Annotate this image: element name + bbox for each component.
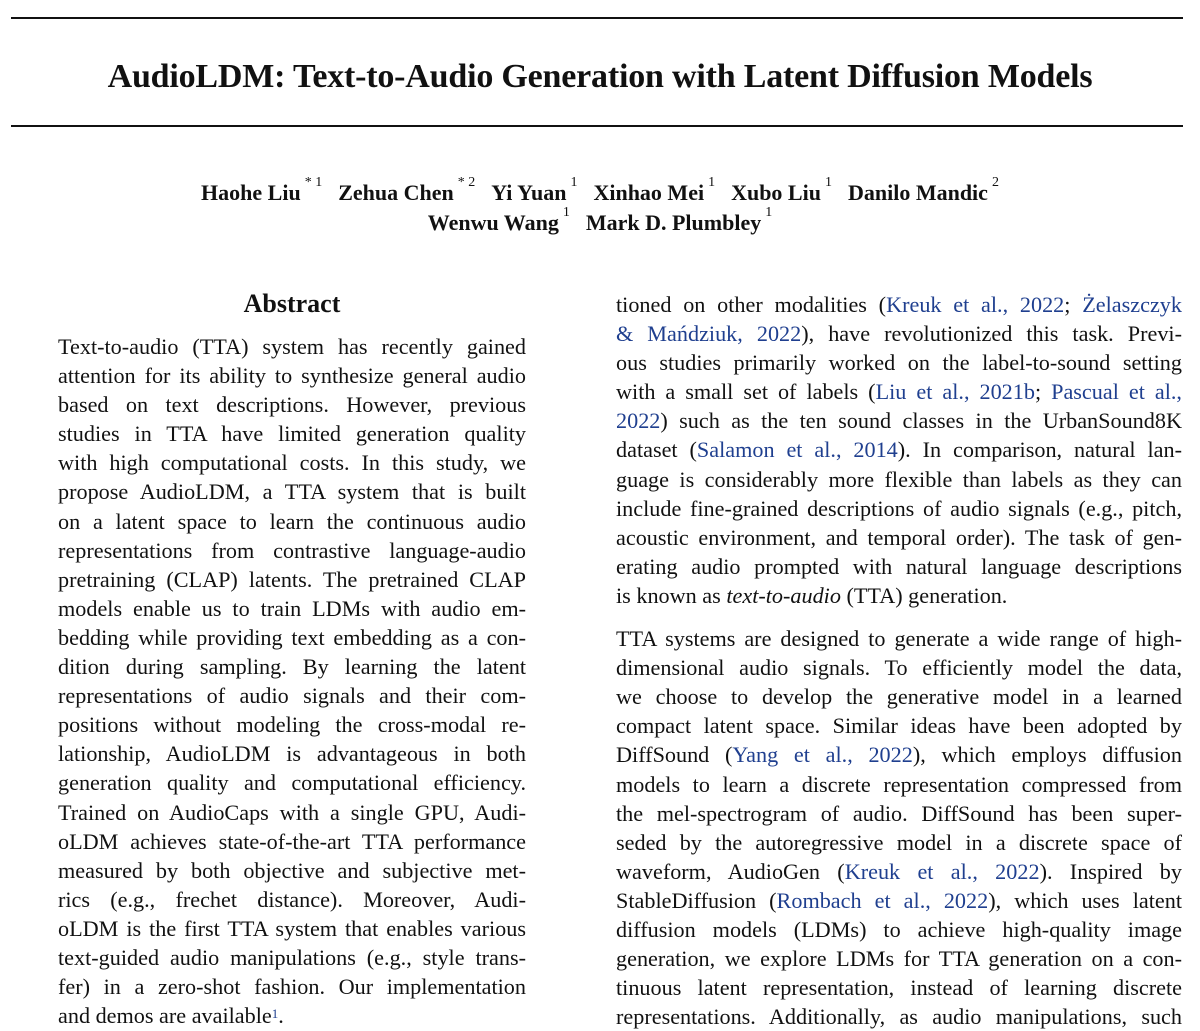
text-line: the mel-spectrogram of audio. DiffSound has been super- bbox=[616, 800, 1182, 826]
abstract-line: Trained on AudioCaps with a single GPU, Audi- bbox=[58, 799, 526, 825]
text-line bbox=[616, 319, 1182, 348]
text-run: with a small set of labels ( bbox=[616, 379, 876, 405]
intro-column bbox=[616, 290, 1182, 1031]
text-line: ous studies primarily worked on the label-to-sound setting bbox=[616, 350, 1182, 376]
title-rule-top bbox=[11, 17, 1183, 19]
text-line: guage is considerably more flexible than labels as they can bbox=[616, 466, 1182, 492]
text-line: acoustic environment, and temporal order). The task of gen- bbox=[616, 524, 1182, 550]
abstract-lines bbox=[58, 332, 526, 1001]
text-line: diffusion models (LDMs) to achieve high-quality image bbox=[616, 916, 1182, 942]
author-name-text: Haohe Liu bbox=[201, 180, 301, 205]
author-name-text: Danilo Mandic bbox=[847, 180, 988, 205]
author-name bbox=[585, 205, 773, 235]
text-run: ; bbox=[1034, 379, 1052, 405]
abstract-line: models enable us to train LDMs with audio em- bbox=[58, 595, 526, 621]
abstract-line: oLDM is the first TTA system that enables various bbox=[58, 915, 526, 941]
text-line: representations. Additionally, as audio manipulations, such bbox=[616, 1004, 1182, 1030]
text-run: dataset ( bbox=[616, 437, 697, 463]
author-name bbox=[427, 205, 570, 235]
abstract-line: on a latent space to learn the continuous audio bbox=[58, 508, 526, 534]
text-line: models to learn a discrete representation compressed from bbox=[616, 771, 1182, 797]
citation-link[interactable]: Salamon et al., 2014 bbox=[696, 437, 898, 463]
text-run: ) such as the ten sound classes in the UrbanSound8K bbox=[660, 408, 1182, 434]
abstract-line: measured by both objective and subjective met- bbox=[58, 857, 526, 883]
author-name-text: Xubo Liu bbox=[731, 180, 821, 205]
abstract-last-line-text: and demos are available bbox=[58, 1003, 272, 1029]
footnote-link[interactable]: 1 bbox=[271, 1006, 279, 1022]
text-run: ; bbox=[1064, 292, 1083, 317]
abstract-body bbox=[58, 332, 526, 1030]
abstract-line: generation quality and computational efficiency. bbox=[58, 770, 526, 796]
author-name-text: Zehua Chen bbox=[338, 180, 454, 205]
author-name-text: Xinhao Mei bbox=[593, 180, 705, 205]
author-name bbox=[731, 175, 832, 205]
citation-link[interactable]: & Mańdziuk, 2022 bbox=[616, 321, 802, 347]
abstract-line: Text-to-audio (TTA) system has recently gained bbox=[58, 334, 526, 359]
citation-link[interactable]: 2022 bbox=[616, 408, 661, 434]
abstract-line: attention for its ability to synthesize general audio bbox=[58, 363, 526, 389]
abstract-line: rics (e.g., frechet distance). Moreover, Audi- bbox=[58, 886, 526, 912]
text-run: (TTA) generation. bbox=[840, 582, 1008, 608]
author-affiliation-mark: 1 bbox=[824, 175, 832, 190]
text-line: compact latent space. Similar ideas have been adopted by bbox=[616, 713, 1182, 739]
citation-link[interactable]: Rombach et al., 2022 bbox=[776, 887, 989, 913]
text-line: dimensional audio signals. To efficiently model the data, bbox=[616, 655, 1182, 681]
text-run: ), which uses latent bbox=[988, 887, 1183, 913]
citation-link[interactable]: Kreuk et al., 2022 bbox=[844, 858, 1040, 884]
abstract-line: text-guided audio manipulations (e.g., style trans- bbox=[58, 944, 526, 970]
text-line bbox=[616, 435, 1182, 464]
abstract-line: fer) in a zero-shot fashion. Our implementation bbox=[58, 974, 526, 1000]
author-affiliation-mark: * 1 bbox=[304, 175, 323, 190]
author-name bbox=[491, 175, 578, 205]
author-list-line-2 bbox=[0, 205, 1200, 238]
author-affiliation-mark: * 2 bbox=[457, 175, 476, 190]
text-line bbox=[616, 886, 1182, 915]
text-line bbox=[616, 290, 1182, 319]
text-run: waveform, AudioGen ( bbox=[616, 858, 845, 884]
emphasis-term: text-to-audio bbox=[726, 582, 841, 608]
text-run: ). Inspired by bbox=[1039, 858, 1182, 884]
text-run: is known as bbox=[616, 582, 727, 608]
text-run: tioned on other modalities ( bbox=[616, 292, 887, 317]
author-name bbox=[338, 175, 476, 205]
text-line: seded by the autoregressive model in a discrete space of bbox=[616, 829, 1182, 855]
text-line: TTA systems are designed to generate a wide range of high- bbox=[616, 626, 1182, 652]
intro-paragraph-2 bbox=[616, 624, 1182, 1031]
intro-paragraph-1 bbox=[616, 290, 1182, 610]
author-affiliation-mark: 1 bbox=[562, 205, 570, 220]
text-line: generation, we explore LDMs for TTA generation on a con- bbox=[616, 946, 1182, 972]
author-affiliation-mark: 1 bbox=[765, 205, 773, 220]
text-run: StableDiffusion ( bbox=[616, 887, 777, 913]
abstract-line: propose AudioLDM, a TTA system that is built bbox=[58, 479, 526, 505]
author-affiliation-mark: 1 bbox=[708, 175, 716, 190]
paragraph-gap bbox=[616, 610, 1182, 624]
abstract-line: lationship, AudioLDM is advantageous in both bbox=[58, 741, 526, 767]
text-run: ), have revolutionized this task. Previ- bbox=[801, 321, 1182, 347]
text-line bbox=[616, 740, 1182, 769]
author-list-line-1 bbox=[0, 175, 1200, 208]
citation-link[interactable]: Yang et al., 2022 bbox=[732, 742, 913, 768]
author-name bbox=[593, 175, 716, 205]
author-affiliation-mark: 2 bbox=[991, 175, 999, 190]
text-line bbox=[616, 857, 1182, 886]
text-run: ), which employs diffusion bbox=[912, 742, 1182, 768]
text-line bbox=[616, 581, 1182, 610]
abstract-line: with high computational costs. In this study, we bbox=[58, 450, 526, 476]
author-name-text: Mark D. Plumbley bbox=[585, 210, 762, 235]
author-name bbox=[847, 175, 999, 205]
abstract-line: studies in TTA have limited generation quality bbox=[58, 421, 526, 447]
abstract-heading: Abstract bbox=[243, 289, 341, 318]
text-run: DiffSound ( bbox=[616, 742, 733, 768]
text-line: erating audio prompted with natural language descriptions bbox=[616, 553, 1182, 579]
text-line: include fine-grained descriptions of audio signals (e.g., pitch, bbox=[616, 495, 1182, 521]
title-rule-bottom bbox=[11, 125, 1183, 127]
abstract-line: positions without modeling the cross-modal re- bbox=[58, 712, 526, 738]
abstract-line: representations of audio signals and their com- bbox=[58, 683, 526, 709]
paper-title: AudioLDM: Text-to-Audio Generation with Latent Diffusion Models bbox=[107, 58, 1093, 95]
abstract-line: based on text descriptions. However, previous bbox=[58, 392, 526, 418]
abstract-line: representations from contrastive language-audio bbox=[58, 537, 526, 563]
abstract-line: oLDM achieves state-of-the-art TTA performance bbox=[58, 828, 526, 854]
author-name-text: Wenwu Wang bbox=[427, 210, 559, 235]
text-line: we choose to develop the generative model in a learned bbox=[616, 684, 1182, 710]
abstract-line: bedding while providing text embedding as a con- bbox=[58, 624, 526, 650]
author-affiliation-mark: 1 bbox=[570, 175, 578, 190]
citation-link[interactable]: Liu et al., 2021b bbox=[875, 379, 1035, 405]
text-run: ). In comparison, natural lan- bbox=[897, 437, 1182, 463]
text-line: tinuous latent representation, instead of learning discrete bbox=[616, 975, 1182, 1001]
author-name bbox=[201, 175, 323, 205]
abstract-line: pretraining (CLAP) latents. The pretrained CLAP bbox=[58, 566, 526, 592]
abstract-line: dition during sampling. By learning the latent bbox=[58, 654, 526, 680]
citation-link[interactable]: Żelaszczyk bbox=[1082, 292, 1182, 317]
author-name-text: Yi Yuan bbox=[491, 180, 567, 205]
abstract-last-line bbox=[58, 1001, 526, 1030]
text-line bbox=[616, 377, 1182, 406]
text-line bbox=[616, 406, 1182, 435]
citation-link[interactable]: Pascual et al., bbox=[1051, 379, 1182, 405]
abstract-last-line-end: . bbox=[278, 1003, 284, 1029]
citation-link[interactable]: Kreuk et al., 2022 bbox=[886, 292, 1065, 317]
